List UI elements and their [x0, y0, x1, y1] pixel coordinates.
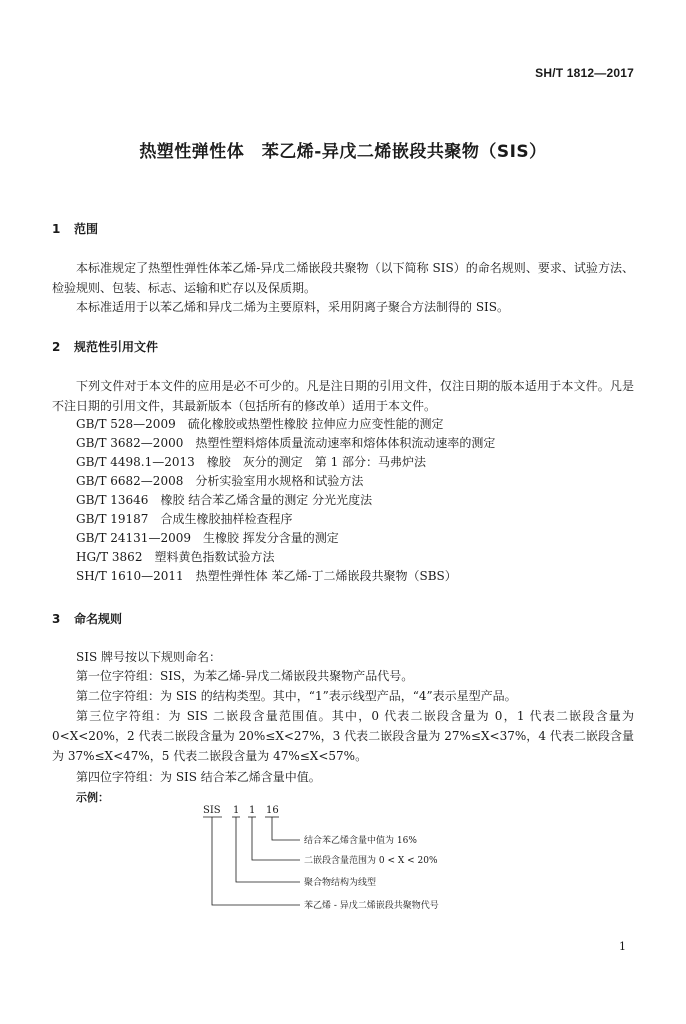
reference-code: GB/T 6682—2008 [76, 474, 184, 488]
naming-char-group-4: 第四位字符组：为 SIS 结合苯乙烯含量中值。 [76, 770, 321, 784]
section-title: 命名规则 [74, 612, 123, 626]
example-label: 示例： [76, 791, 109, 804]
label-styrene-content: 结合苯乙烯含量中值为 16% [304, 836, 417, 846]
code-diblock: 1 [249, 805, 256, 816]
section-number: 2 [52, 340, 61, 354]
connector-structure [236, 817, 300, 882]
section-number: 1 [52, 222, 61, 236]
reference-title: 合成生橡胶抽样检查程序 [160, 512, 293, 526]
label-product-code: 苯乙烯 - 异戊二烯嵌段共聚物代号 [304, 901, 439, 911]
reference-title: 橡胶 结合苯乙烯含量的测定 分光光度法 [160, 493, 373, 507]
naming-char-group-3: 第三位字符组：为 SIS 二嵌段含量范围值。其中，0 代表二嵌段含量为 0，1 代表二嵌段含量为 0<X<20%，2 代表二嵌段含量为 20%≤X<27%，3 代表二嵌段含量为 27%≤X<37%，4 代表二嵌段含量为 37%≤X<47%，5 代表二嵌段含量为 47%≤X<57%。 [52, 709, 634, 763]
reference-title: 塑料黄色指数试验方法 [154, 550, 275, 564]
label-structure-type: 聚合物结构为线型 [304, 878, 377, 888]
references-intro: 下列文件对于本文件的应用是必不可少的。凡是注日期的引用文件，仅注日期的版本适用于本文件。凡是不注日期的引用文件，其最新版本（包括所有的修改单）适用于本文件。 [52, 379, 634, 413]
reference-title: 热塑性塑料熔体质量流动速率和熔体体积流动速率的测定 [195, 436, 496, 450]
reference-title: 硫化橡胶或热塑性橡胶 拉伸应力应变性能的测定 [187, 417, 444, 431]
section-number: 3 [52, 612, 61, 626]
naming-char-group-1: 第一位字符组：SIS，为苯乙烯-异戊二烯嵌段共聚物产品代号。 [76, 669, 414, 683]
document-title: 热塑性弹性体 苯乙烯-异戊二烯嵌段共聚物（SIS） [139, 142, 547, 162]
scope-paragraph-2: 本标准适用于以苯乙烯和异戊二烯为主要原料，采用阴离子聚合方法制得的 SIS。 [76, 300, 509, 314]
reference-code: SH/T 1610—2011 [76, 569, 184, 583]
reference-code: GB/T 3682—2000 [76, 436, 184, 450]
naming-char-group-2: 第二位字符组：为 SIS 的结构类型。其中，“1”表示线型产品，“4”表示星型产品。 [76, 689, 517, 703]
reference-title: 生橡胶 挥发分含量的测定 [202, 531, 339, 545]
connector-sis [212, 817, 300, 905]
section-title: 范围 [74, 222, 99, 236]
code-sis: SIS [203, 805, 221, 816]
connector-styrene [272, 817, 300, 840]
naming-intro: SIS 牌号按以下规则命名： [76, 650, 221, 664]
reference-code: GB/T 24131—2009 [76, 531, 191, 545]
code-styrene: 16 [266, 805, 279, 816]
reference-title: 分析实验室用水规格和试验方法 [195, 474, 364, 488]
reference-title: 橡胶 灰分的测定 第 1 部分：马弗炉法 [206, 455, 427, 469]
reference-code: GB/T 4498.1—2013 [76, 455, 195, 469]
section-title: 规范性引用文件 [74, 340, 159, 354]
standard-code: SH/T 1812—2017 [535, 66, 634, 80]
reference-code: GB/T 528—2009 [76, 417, 176, 431]
page-number: 1 [619, 940, 626, 953]
scope-paragraph-1: 本标准规定了热塑性弹性体苯乙烯-异戊二烯嵌段共聚物（以下简称 SIS）的命名规则、要求、试验方法、检验规则、包装、标志、运输和贮存以及保质期。 [52, 261, 634, 295]
reference-code: GB/T 13646 [76, 493, 149, 507]
reference-title: 热塑性弹性体 苯乙烯-丁二烯嵌段共聚物（SBS） [195, 569, 457, 583]
code-structure: 1 [233, 805, 240, 816]
connector-diblock [252, 817, 300, 860]
reference-code: GB/T 19187 [76, 512, 149, 526]
label-diblock-range: 二嵌段含量范围为 0 < X < 20% [304, 856, 438, 866]
reference-code: HG/T 3862 [76, 550, 143, 564]
